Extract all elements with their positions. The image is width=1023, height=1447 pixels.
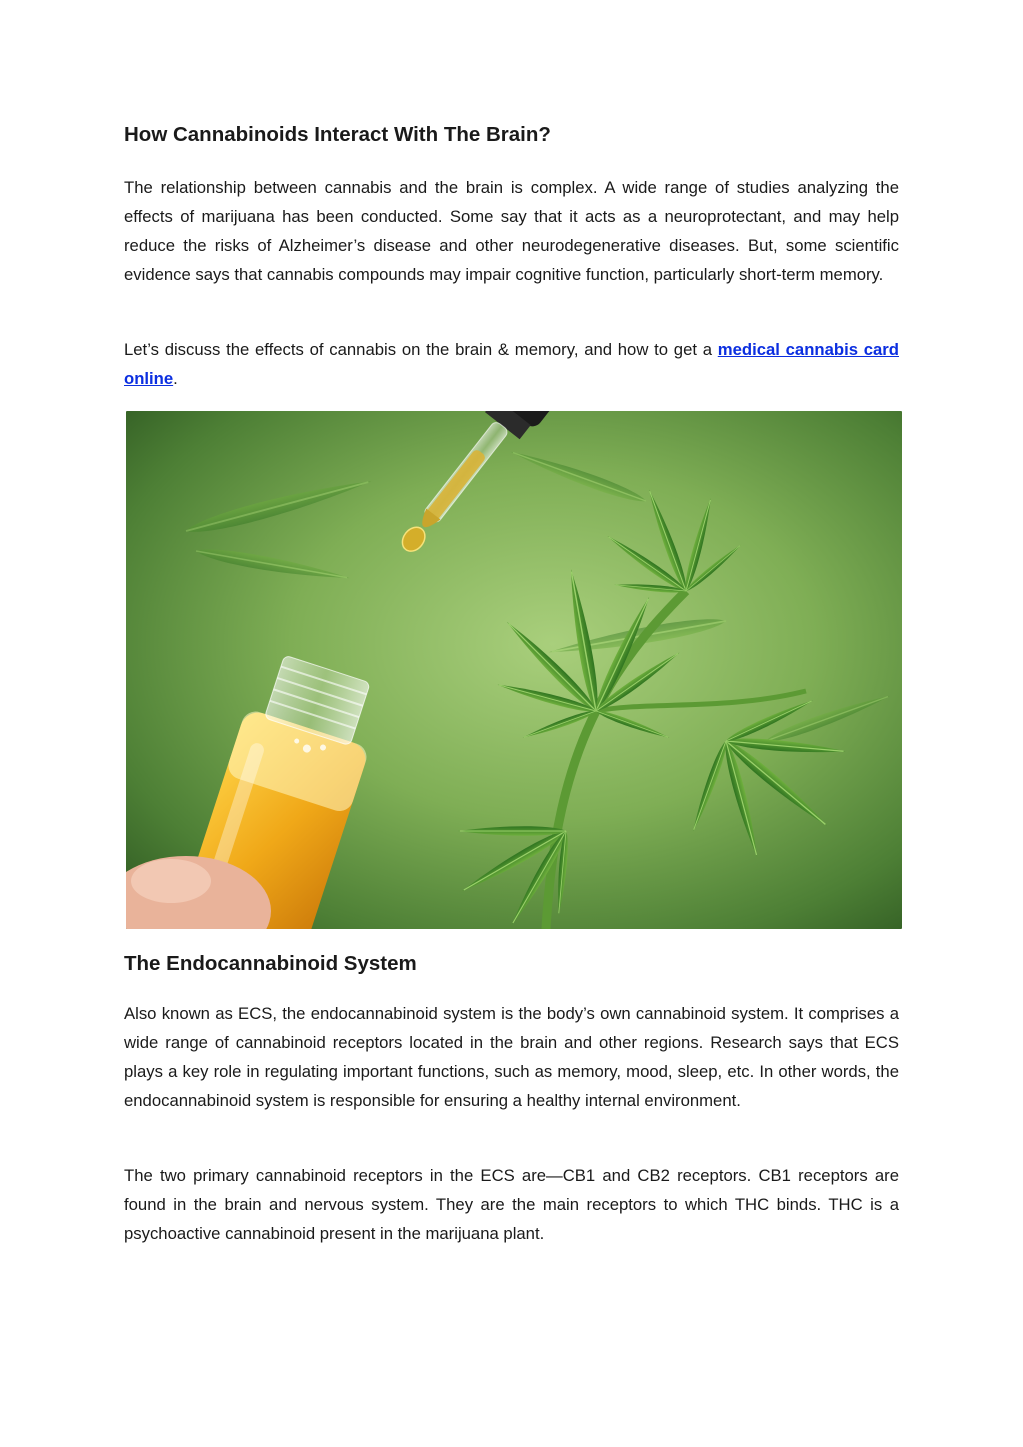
paragraph-discuss	[124, 335, 899, 393]
heading-endocannabinoid-system: The Endocannabinoid System	[124, 952, 417, 975]
heading-cannabinoids-brain: How Cannabinoids Interact With The Brain?	[124, 123, 551, 146]
paragraph-discuss-text: Let’s discuss the effects of cannabis on the brain & memory, and how to get a	[124, 340, 718, 359]
paragraph-receptors: The two primary cannabinoid receptors in the ECS are—CB1 and CB2 receptors. CB1 receptors are found in the brain and nervous system. They are the main receptors to which THC binds. THC is a psychoactive cannabinoid present in the marijuana plant.	[124, 1166, 899, 1243]
cannabis-oil-dropper-photo	[126, 411, 902, 929]
paragraph-intro: The relationship between cannabis and the brain is complex. A wide range of studies analyzing the effects of marijuana has been conducted. Some say that it acts as a neuroprotectant, and may help reduce the risks of Alzheimer’s disease and other neurodegenerative diseases. But, some scientific evidence says that cannabis compounds may impair cognitive function, particularly short-term memory.	[124, 178, 899, 284]
medical-card-link[interactable]: medical cannabis card online	[124, 340, 899, 388]
paragraph-ecs-definition: Also known as ECS, the endocannabinoid system is the body’s own cannabinoid system. It comprises a wide range of cannabinoid receptors located in the brain and other regions. Research says that ECS plays a key role in regulating important functions, such as memory, mood, sleep, etc. In other words, the endocannabinoid system is responsible for ensuring a healthy internal environment.	[124, 1004, 899, 1110]
paragraph-discuss-period: .	[173, 369, 178, 388]
